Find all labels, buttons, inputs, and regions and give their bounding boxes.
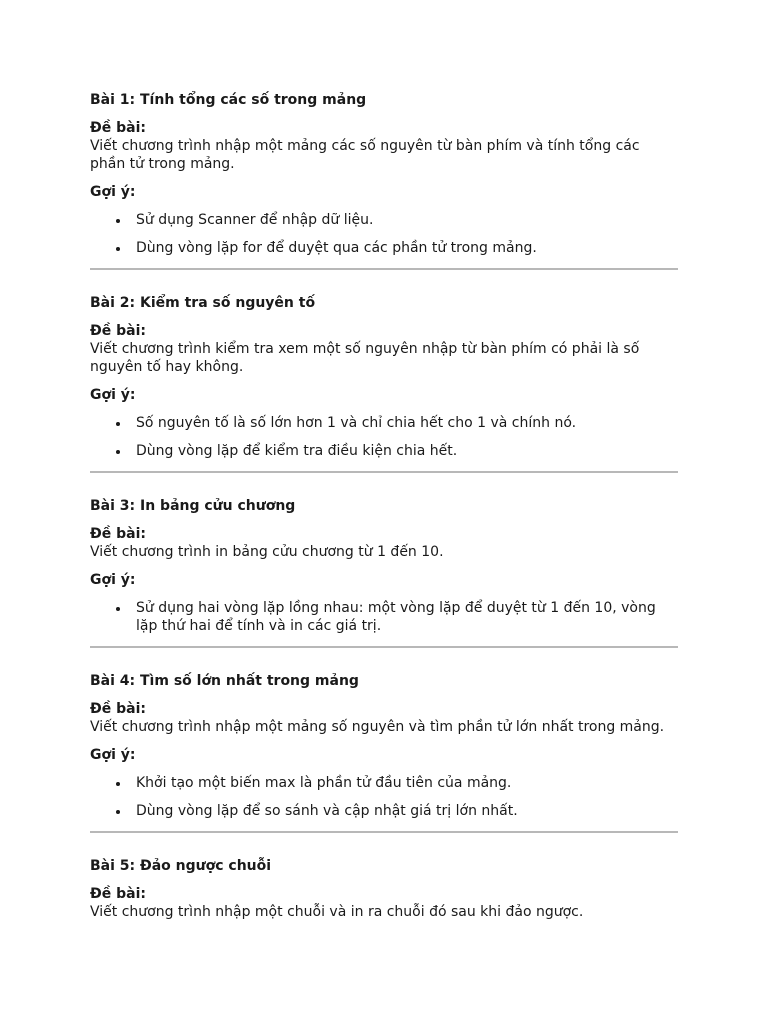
hint-item: Dùng vòng lặp for để duyệt qua các phần tử trong mảng. bbox=[136, 239, 678, 257]
hint-item: Dùng vòng lặp để kiểm tra điều kiện chia hết. bbox=[136, 442, 678, 460]
problem-description: Viết chương trình nhập một mảng số nguyên và tìm phần tử lớn nhất trong mảng. bbox=[90, 719, 665, 735]
hint-label: Gợi ý: bbox=[90, 747, 136, 763]
problem-label: Đề bài: bbox=[90, 120, 146, 136]
section-divider bbox=[90, 646, 678, 648]
hint-label: Gợi ý: bbox=[90, 387, 136, 403]
problem-description: Viết chương trình nhập một chuỗi và in ra chuỗi đó sau khi đảo ngược. bbox=[90, 904, 584, 920]
hint-label: Gợi ý: bbox=[90, 572, 136, 588]
hint-item: Dùng vòng lặp để so sánh và cập nhật giá trị lớn nhất. bbox=[136, 802, 678, 820]
hint-list bbox=[90, 414, 678, 460]
section-divider bbox=[90, 268, 678, 270]
hint-list bbox=[90, 211, 678, 257]
problem-label: Đề bài: bbox=[90, 323, 146, 339]
hint-item: Khởi tạo một biến max là phần tử đầu tiên của mảng. bbox=[136, 774, 678, 792]
exercise-title: Bài 1: Tính tổng các số trong mảng bbox=[90, 92, 367, 108]
section-divider bbox=[90, 831, 678, 833]
exercise-2 bbox=[90, 294, 678, 460]
problem-description: Viết chương trình kiểm tra xem một số nguyên nhập từ bàn phím có phải là số nguyên tố hay không. bbox=[90, 341, 640, 375]
exercise-title: Bài 5: Đảo ngược chuỗi bbox=[90, 858, 272, 874]
exercise-title: Bài 4: Tìm số lớn nhất trong mảng bbox=[90, 673, 359, 689]
hint-item: Sử dụng Scanner để nhập dữ liệu. bbox=[136, 211, 678, 229]
exercise-title: Bài 3: In bảng cửu chương bbox=[90, 498, 296, 514]
exercise-3 bbox=[90, 497, 678, 635]
problem-description: Viết chương trình in bảng cửu chương từ 1 đến 10. bbox=[90, 544, 444, 560]
hint-item: Số nguyên tố là số lớn hơn 1 và chỉ chia hết cho 1 và chính nó. bbox=[136, 414, 678, 432]
exercise-5 bbox=[90, 857, 678, 921]
exercise-1 bbox=[90, 91, 678, 257]
exercise-title: Bài 2: Kiểm tra số nguyên tố bbox=[90, 295, 316, 311]
hint-item: Sử dụng hai vòng lặp lồng nhau: một vòng lặp để duyệt từ 1 đến 10, vòng lặp thứ hai để tính và in các giá trị. bbox=[136, 599, 678, 635]
problem-description: Viết chương trình nhập một mảng các số nguyên từ bàn phím và tính tổng các phần tử trong mảng. bbox=[90, 138, 640, 172]
problem-label: Đề bài: bbox=[90, 701, 146, 717]
problem-label: Đề bài: bbox=[90, 526, 146, 542]
hint-list bbox=[90, 774, 678, 820]
hint-label: Gợi ý: bbox=[90, 184, 136, 200]
problem-label: Đề bài: bbox=[90, 886, 146, 902]
section-divider bbox=[90, 471, 678, 473]
hint-list bbox=[90, 599, 678, 635]
exercise-4 bbox=[90, 672, 678, 820]
